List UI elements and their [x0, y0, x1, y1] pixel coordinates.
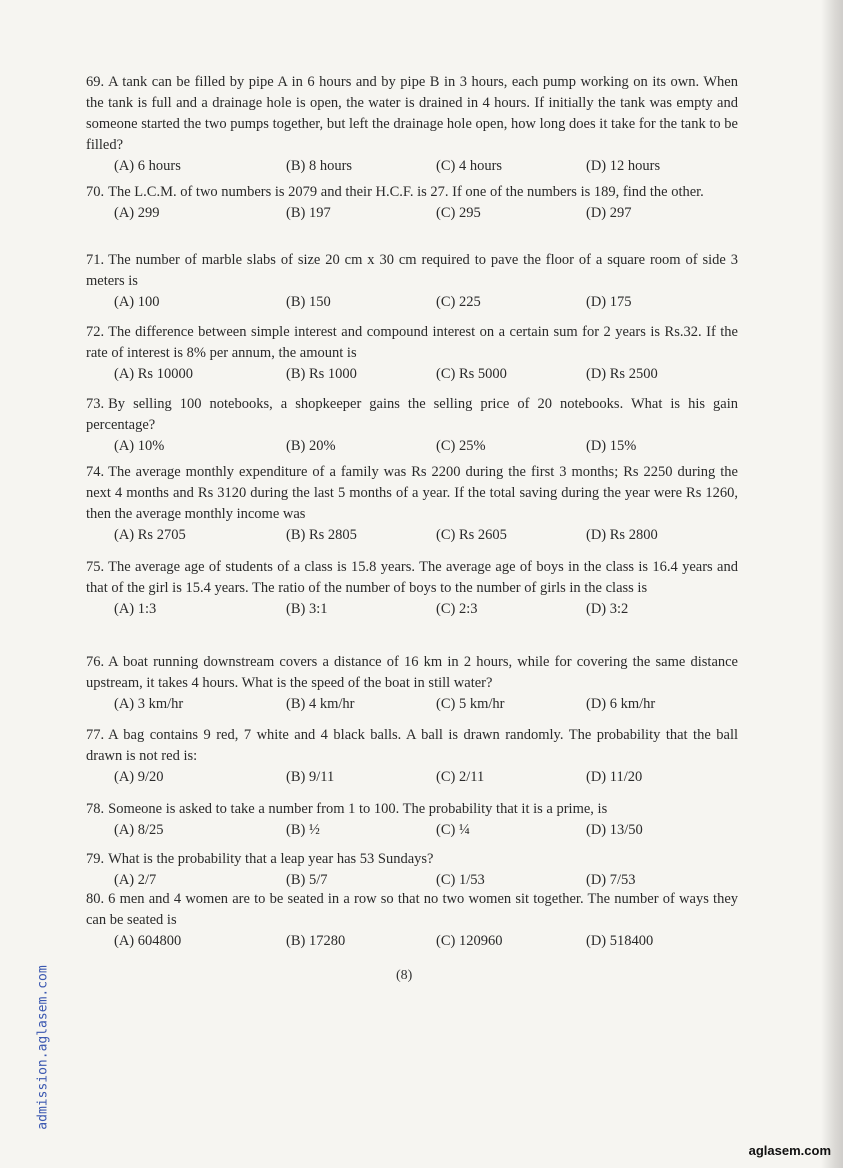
- option-c: (C) 4 hours: [436, 158, 503, 174]
- option-a: (A) 2/7: [114, 872, 157, 888]
- option-b: (B) 20%: [286, 438, 336, 454]
- option-b: (B) 8 hours: [286, 158, 353, 174]
- option-b: (B) 150: [286, 294, 331, 310]
- question-number: 71.: [86, 252, 105, 268]
- option-a: (A) 299: [114, 205, 160, 221]
- question-79: [86, 849, 738, 892]
- option-a: (A) 604800: [114, 933, 182, 949]
- question-number: 73.: [86, 396, 105, 412]
- watermark-url: admission.aglasem.com: [35, 965, 51, 1130]
- question-text: What is the probability that a leap year has 53 Sundays?: [108, 851, 434, 867]
- question-text: 6 men and 4 women are to be seated in a row so that no two women sit together. The number of ways they can be seated is: [86, 891, 738, 928]
- question-text: The difference between simple interest and compound interest on a certain sum for 2 years is Rs.32. If the rate of interest is 8% per annum, the amount is: [86, 324, 738, 361]
- question-text: The number of marble slabs of size 20 cm x 30 cm required to pave the floor of a square room of side 3 meters is: [86, 252, 738, 289]
- option-d: (D) 175: [586, 294, 632, 310]
- question-number: 78.: [86, 801, 105, 817]
- question-71: [86, 250, 738, 314]
- question-number: 80.: [86, 891, 105, 907]
- question-74: [86, 462, 738, 547]
- question-number: 76.: [86, 654, 105, 670]
- option-a: (A) Rs 10000: [114, 366, 193, 382]
- option-d: (D) Rs 2800: [586, 527, 658, 543]
- option-b: (B) 197: [286, 205, 331, 221]
- option-c: (C) Rs 2605: [436, 527, 507, 543]
- option-c: (C) 2:3: [436, 601, 478, 617]
- question-number: 79.: [86, 851, 105, 867]
- option-a: (A) 6 hours: [114, 158, 181, 174]
- option-c: (C) 25%: [436, 438, 486, 454]
- option-a: (A) 3 km/hr: [114, 696, 184, 712]
- question-text: A tank can be filled by pipe A in 6 hours and by pipe B in 3 hours, each pump working on its own. When the tank is full and a drainage hole is open, the water is drained in 4 hours. If initially the tank was empty and someone started the two pumps together, but left the drainage hole open, how long does it take for the tank to be filled?: [86, 74, 738, 153]
- option-b: (B) Rs 2805: [286, 527, 357, 543]
- question-number: 75.: [86, 559, 105, 575]
- option-d: (D) 6 km/hr: [586, 696, 656, 712]
- option-a: (A) 100: [114, 294, 160, 310]
- option-d: (D) 3:2: [586, 601, 629, 617]
- question-73: [86, 394, 738, 458]
- question-text: The average age of students of a class is 15.8 years. The average age of boys in the class is 16.4 years and that of the girl is 15.4 years. The ratio of the number of boys to the number of girls in the class is: [86, 559, 738, 596]
- option-c: (C) 5 km/hr: [436, 696, 505, 712]
- option-c: (C) ¼: [436, 822, 470, 838]
- question-text: The average monthly expenditure of a family was Rs 2200 during the first 3 months; Rs 2250 during the next 4 months and Rs 3120 during the last 5 months of a year. If the total saving during the year were Rs 1260, then the average monthly income was: [86, 464, 738, 522]
- option-a: (A) Rs 2705: [114, 527, 186, 543]
- option-c: (C) 295: [436, 205, 481, 221]
- question-text: A boat running downstream covers a distance of 16 km in 2 hours, while for covering the same distance upstream, it takes 4 hours. What is the speed of the boat in still water?: [86, 654, 738, 691]
- option-c: (C) Rs 5000: [436, 366, 507, 382]
- option-d: (D) 15%: [586, 438, 637, 454]
- option-c: (C) 225: [436, 294, 481, 310]
- question-72: [86, 322, 738, 386]
- option-b: (B) 5/7: [286, 872, 328, 888]
- question-text: Someone is asked to take a number from 1 to 100. The probability that it is a prime, is: [108, 801, 608, 817]
- question-70: [86, 182, 738, 225]
- option-a: (A) 1:3: [114, 601, 157, 617]
- option-a: (A) 9/20: [114, 769, 164, 785]
- option-d: (D) 518400: [586, 933, 654, 949]
- option-b: (B) 3:1: [286, 601, 328, 617]
- question-number: 72.: [86, 324, 105, 340]
- option-d: (D) 297: [586, 205, 632, 221]
- page-edge-shadow: [821, 0, 843, 1168]
- option-b: (B) Rs 1000: [286, 366, 357, 382]
- page-number: (8): [396, 968, 413, 983]
- option-b: (B) 4 km/hr: [286, 696, 355, 712]
- option-b: (B) 9/11: [286, 769, 335, 785]
- option-d: (D) 13/50: [586, 822, 643, 838]
- question-80: [86, 889, 738, 953]
- option-c: (C) 120960: [436, 933, 503, 949]
- question-77: [86, 725, 738, 789]
- question-number: 69.: [86, 74, 105, 90]
- option-b: (B) 17280: [286, 933, 346, 949]
- question-text: By selling 100 notebooks, a shopkeeper gains the selling price of 20 notebooks. What is his gain percentage?: [86, 396, 738, 433]
- option-a: (A) 10%: [114, 438, 165, 454]
- option-c: (C) 1/53: [436, 872, 485, 888]
- option-a: (A) 8/25: [114, 822, 164, 838]
- question-text: A bag contains 9 red, 7 white and 4 black balls. A ball is drawn randomly. The probability that the ball drawn is not red is:: [86, 727, 738, 764]
- question-76: [86, 652, 738, 716]
- brand-label: aglasem.com: [748, 1143, 831, 1158]
- question-number: 74.: [86, 464, 105, 480]
- option-d: (D) 11/20: [586, 769, 643, 785]
- question-75: [86, 557, 738, 621]
- option-d: (D) 7/53: [586, 872, 636, 888]
- question-number: 77.: [86, 727, 105, 743]
- option-d: (D) 12 hours: [586, 158, 661, 174]
- option-b: (B) ½: [286, 822, 320, 838]
- question-number: 70.: [86, 184, 105, 200]
- option-d: (D) Rs 2500: [586, 366, 658, 382]
- question-78: [86, 799, 738, 842]
- question-69: [86, 72, 738, 178]
- question-text: The L.C.M. of two numbers is 2079 and their H.C.F. is 27. If one of the numbers is 189, find the other.: [108, 184, 704, 200]
- option-c: (C) 2/11: [436, 769, 485, 785]
